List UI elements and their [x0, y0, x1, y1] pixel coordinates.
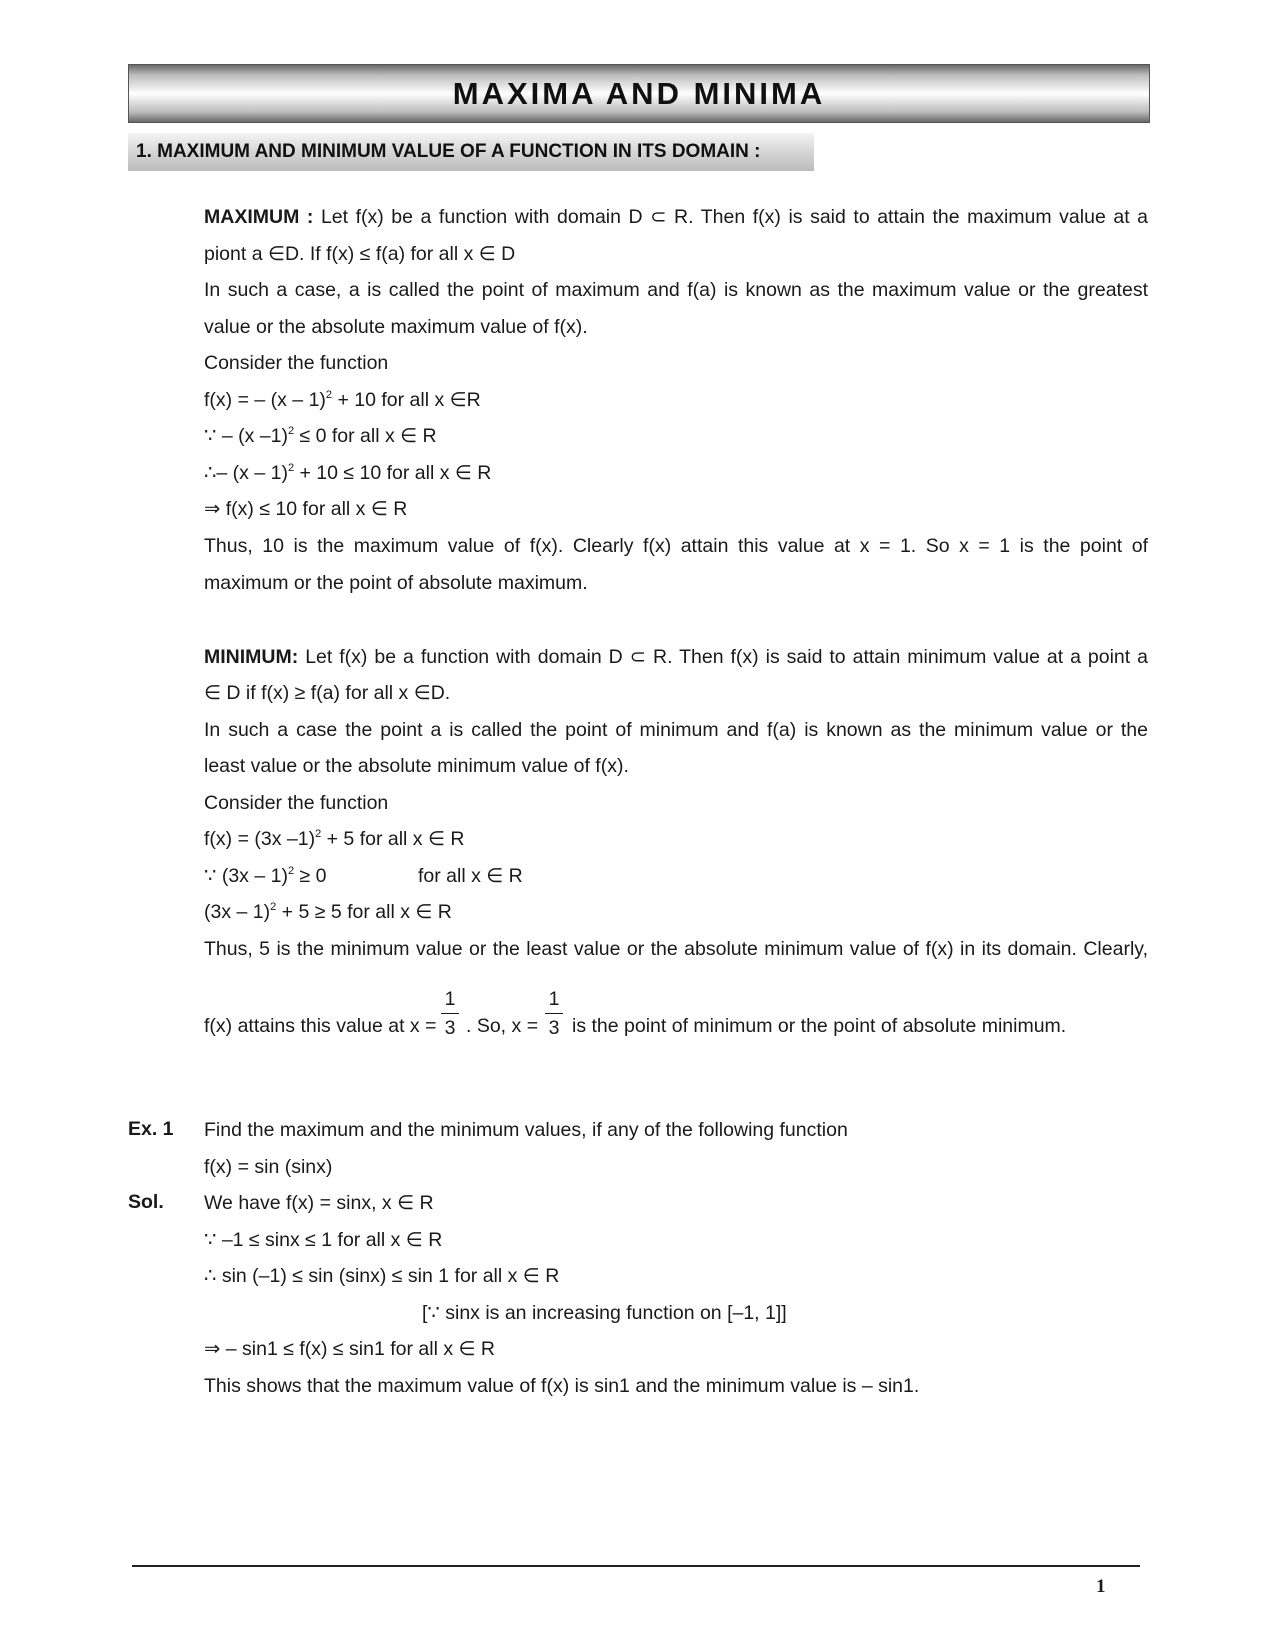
- fraction-one-third-2: 1 3: [544, 987, 564, 1040]
- maximum-definition-line-3: In such a case, a is called the point of maximum and f(a) is known as the maximum value or the greatest: [204, 279, 1148, 301]
- minimum-conclusion-line-1: Thus, 5 is the minimum value or the least value or the absolute minimum value of f(x) in its domain. Clearly,: [204, 938, 1148, 960]
- solution-line-6: This shows that the maximum value of f(x) is sin1 and the minimum value is – sin1.: [204, 1375, 920, 1397]
- fraction-one-third-1: 1 3: [440, 987, 460, 1040]
- minimum-equation-2-condition: for all x ∈ R: [418, 865, 523, 887]
- maximum-definition-line-2: piont a ∈D. If f(x) ≤ f(a) for all x ∈ D: [204, 243, 516, 265]
- minimum-conclusion-line-2a: f(x) attains this value at x =: [204, 1015, 437, 1037]
- maximum-definition-line-1: MAXIMUM : Let f(x) be a function with domain D ⊂ R. Then f(x) is said to attain the maximum value at a: [204, 206, 1149, 228]
- maximum-definition-line-4: value or the absolute maximum value of f(x).: [204, 316, 588, 338]
- minimum-consider-line: Consider the function: [204, 792, 389, 814]
- minimum-definition-line-4: least value or the absolute minimum value of f(x).: [204, 755, 629, 777]
- maximum-consider-line: Consider the function: [204, 352, 389, 374]
- example-question-line-2: f(x) = sin (sinx): [204, 1156, 333, 1178]
- maximum-conclusion-line-2: maximum or the point of absolute maximum.: [204, 572, 588, 594]
- page-title: MAXIMA AND MINIMA: [452, 75, 826, 111]
- title-banner: [128, 64, 1150, 123]
- page-number: 1: [1096, 1576, 1106, 1597]
- section-heading: [128, 133, 814, 171]
- section-heading-text: 1. MAXIMUM AND MINIMUM VALUE OF A FUNCTION IN ITS DOMAIN :: [136, 141, 761, 162]
- maximum-conclusion-line-1: Thus, 10 is the maximum value of f(x). Clearly f(x) attain this value at x = 1. So x = 1 is the point of: [204, 535, 1148, 557]
- example-question-line-1: Find the maximum and the minimum values, if any of the following function: [204, 1119, 848, 1141]
- minimum-equation-3: (3x – 1)$^2$ + 5 ≥ 5 for all x ∈ R: [204, 901, 452, 923]
- maximum-equation-4: ⇒ f(x) ≤ 10 for all x ∈ R: [204, 498, 408, 520]
- solution-line-2: ∵ –1 ≤ sinx ≤ 1 for all x ∈ R: [204, 1229, 443, 1251]
- example-label: Ex. 1: [128, 1118, 174, 1140]
- minimum-conclusion-line-2b: . So, x =: [466, 1015, 539, 1037]
- footer-rule: [132, 1565, 1140, 1567]
- minimum-conclusion-line-2c: is the point of minimum or the point of absolute minimum.: [572, 1015, 1067, 1037]
- solution-line-4-reason: [∵ sinx is an increasing function on [–1, 1]]: [422, 1302, 787, 1324]
- maximum-equation-2: ∵ – (x –1)$^2$ ≤ 0 for all x ∈ R: [204, 425, 437, 447]
- minimum-definition-line-3: In such a case the point a is called the point of minimum and f(a) is known as the minimum value or the: [204, 719, 1148, 741]
- minimum-definition-line-1: MINIMUM: Let f(x) be a function with domain D ⊂ R. Then f(x) is said to attain minimum value at a point a: [204, 646, 1148, 668]
- solution-label: Sol.: [128, 1191, 164, 1213]
- minimum-equation-2: ∵ (3x – 1)$^2$ ≥ 0: [204, 865, 327, 887]
- minimum-equation-1: f(x) = (3x –1)$^2$ + 5 for all x ∈ R: [204, 828, 465, 850]
- solution-line-5: ⇒ – sin1 ≤ f(x) ≤ sin1 for all x ∈ R: [204, 1338, 495, 1360]
- minimum-definition-line-2: ∈ D if f(x) ≥ f(a) for all x ∈D.: [204, 682, 451, 704]
- solution-line-1: We have f(x) = sinx, x ∈ R: [204, 1192, 434, 1214]
- solution-line-3: ∴ sin (–1) ≤ sin (sinx) ≤ sin 1 for all x ∈ R: [204, 1265, 560, 1287]
- maximum-equation-1: f(x) = – (x – 1)$^2$ + 10 for all x ∈R: [204, 389, 481, 411]
- maximum-equation-3: ∴– (x – 1)$^2$ + 10 ≤ 10 for all x ∈ R: [204, 462, 492, 484]
